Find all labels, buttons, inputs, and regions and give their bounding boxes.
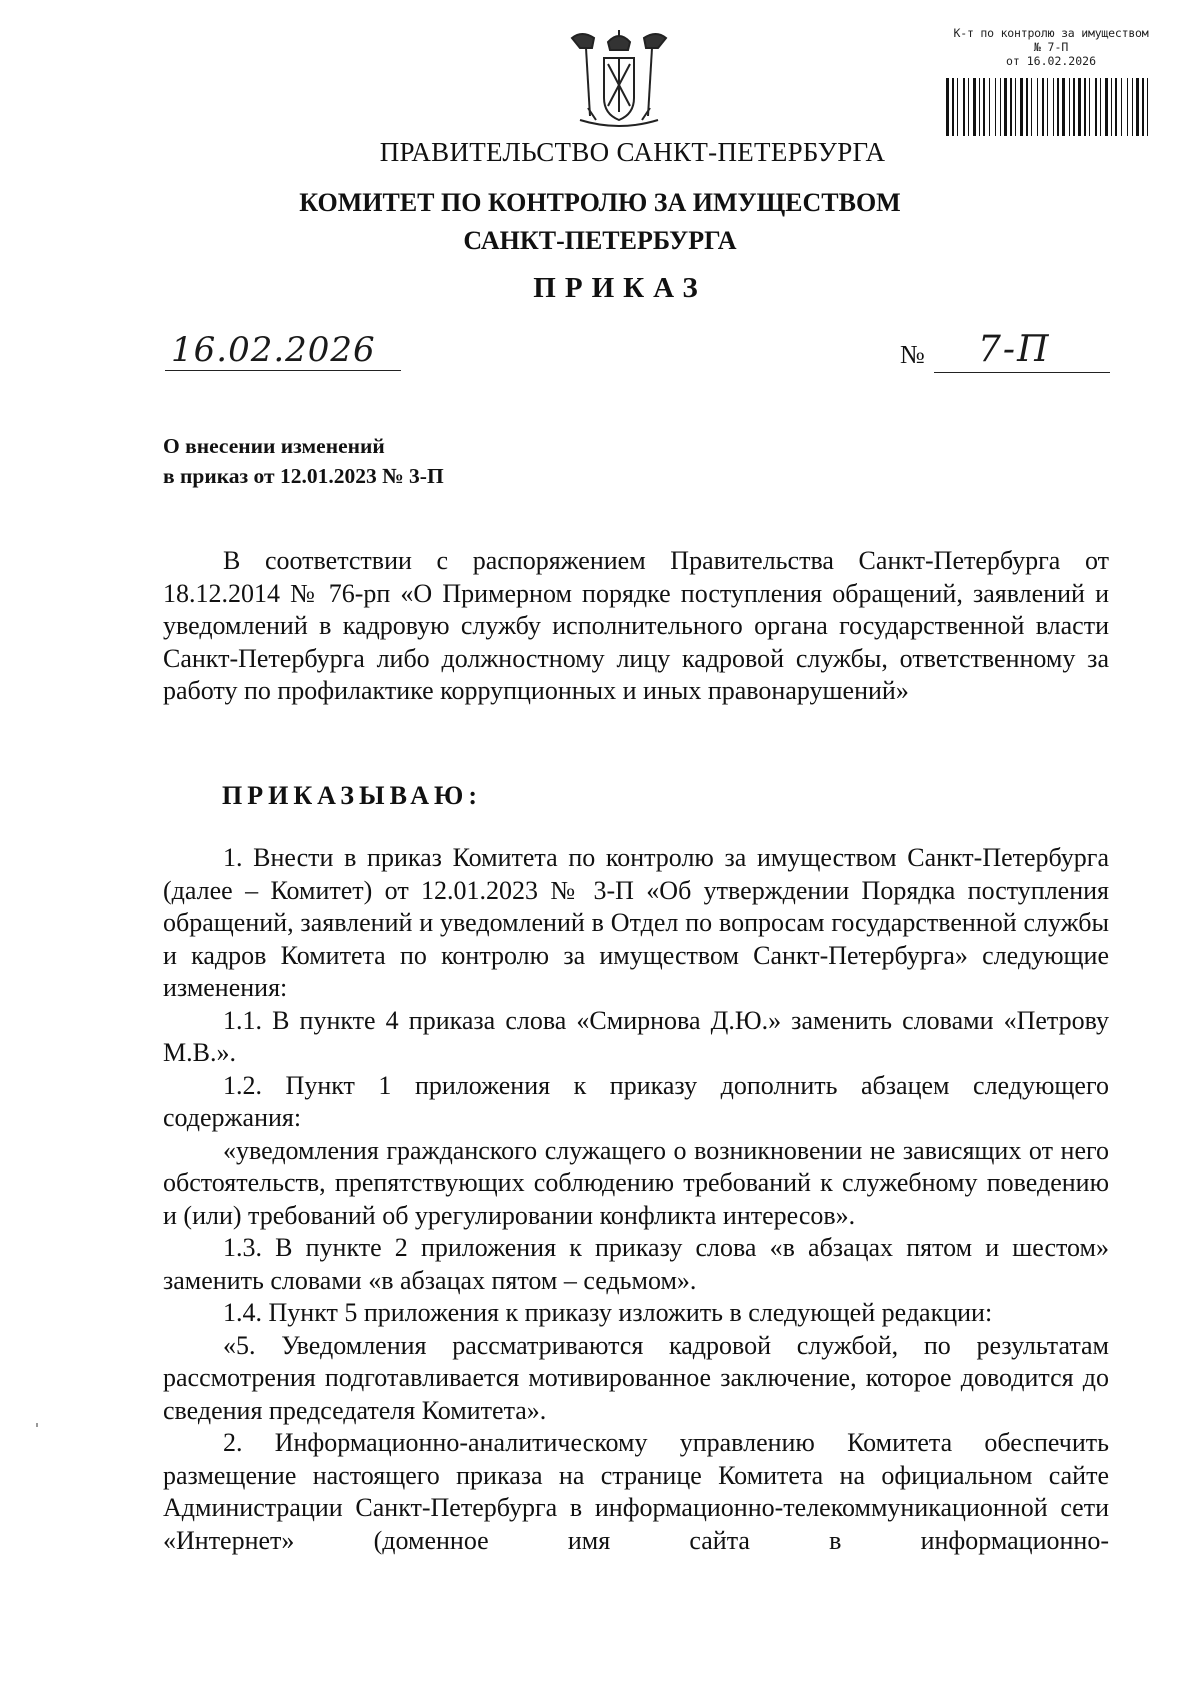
barcode-bar — [1111, 78, 1112, 136]
barcode-bar — [1136, 78, 1139, 136]
barcode-bar — [1026, 78, 1028, 136]
subject-line-1: О внесении изменений — [163, 434, 385, 458]
handwritten-number: 7-П — [934, 328, 1110, 373]
handwritten-date: 16.02.2026 — [165, 330, 401, 371]
barcode-bar — [963, 78, 965, 136]
barcode-bar — [1127, 78, 1128, 136]
barcode-bar — [1057, 78, 1059, 136]
scan-mark — [36, 1423, 38, 1427]
barcode-bar — [1004, 78, 1007, 136]
barcode-bar — [1069, 78, 1070, 136]
barcode-bar — [1053, 78, 1054, 136]
stamp-line-1: К-т по контролю за имуществом — [953, 26, 1149, 40]
barcode-bar — [1132, 78, 1133, 136]
item-1-4-quote: «5. Уведомления рассматриваются кадровой службой, по результатам рассмотрения подготавливается мотивированное заключение, которое доводится до сведения председателя Комитета». — [163, 1330, 1109, 1425]
barcode-bar — [1089, 78, 1090, 136]
barcode-bar — [1031, 78, 1032, 136]
barcode-bar — [1142, 78, 1144, 136]
barcode-bar — [1062, 78, 1065, 136]
item-1-1: 1.1. В пункте 4 приказа слова «Смирнова Д.Ю.» заменить словами «Петрову М.В.». — [163, 1005, 1109, 1067]
government-title: ПРАВИТЕЛЬСТВО САНКТ-ПЕТЕРБУРГА — [379, 137, 886, 167]
document-type-title: ПРИКАЗ — [533, 272, 707, 304]
number-sign: № — [900, 340, 925, 369]
barcode-bar — [1042, 78, 1044, 136]
barcode-bar — [1037, 78, 1038, 136]
barcode-bar — [1147, 78, 1148, 136]
barcode-bar — [989, 78, 990, 136]
barcode-bar — [1000, 78, 1001, 136]
stamp-line-2: № 7-П — [1033, 40, 1069, 54]
barcode-bar — [1105, 78, 1108, 136]
barcode-bar — [946, 78, 949, 136]
committee-title-line-2: САНКТ-ПЕТЕРБУРГА — [463, 226, 737, 255]
preamble-paragraph: В соответствии с распоряжением Правительства Санкт-Петербурга от 18.12.2014 № 76-рп «О Примерном порядке поступления обращений, заявлений и уведомлений в кадровую службу исполнительного органа государственной власти Санкт-Петербурга либо должностному лицу кадровой службы, ответственному за работу по профилактике коррупционных и иных правонарушений» — [163, 546, 1109, 705]
barcode-bar — [1100, 78, 1101, 136]
barcode-bar — [1010, 78, 1012, 136]
order-number-field — [900, 329, 1110, 374]
item-1-2: 1.2. Пункт 1 приложения к приказу дополнить абзацем следующего содержания: — [163, 1070, 1109, 1132]
item-2: 2. Информационно-аналитическому управлению Комитета обеспечить размещение настоящего приказа на странице Комитета на официальном сайте Администрации Санкт-Петербурга в информационно-телекоммуникационной сети «Интернет» (доменное имя сайта в информационно- — [163, 1428, 1109, 1555]
item-1-4: 1.4. Пункт 5 приложения к приказу изложить в следующей редакции: — [223, 1298, 993, 1327]
barcode-bar — [1015, 78, 1016, 136]
barcode-icon — [944, 78, 1156, 136]
barcode-bar — [1078, 78, 1081, 136]
order-items — [163, 842, 1109, 1557]
item-1: 1. Внести в приказ Комитета по контролю за имуществом Санкт-Петербурга (далее – Комитет) от 12.01.2023 № 3-П «Об утверждении Порядка поступления обращений, заявлений и уведомлений в Отдел по вопросам государственной службы и кадров Комитета по контролю за имуществом Санкт-Петербурга» следующие изменения: — [163, 843, 1109, 1002]
committee-title-line-1: КОМИТЕТ ПО КОНТРОЛЮ ЗА ИМУЩЕСТВОМ — [299, 188, 901, 217]
subject-line-2: в приказ от 12.01.2023 № 3-П — [163, 464, 444, 488]
barcode-bar — [1095, 78, 1097, 136]
registration-stamp — [942, 26, 1160, 68]
barcode-bar — [1073, 78, 1075, 136]
barcode-bar — [1020, 78, 1023, 136]
item-1-3: 1.3. В пункте 2 приложения к приказу слова «в абзацах пятом и шестом» заменить словами «в абзацах пятом – седьмом». — [163, 1233, 1109, 1295]
barcode-bar — [979, 78, 980, 136]
order-directive-word: ПРИКАЗЫВАЮ: — [222, 781, 482, 810]
committee-title — [0, 184, 1200, 260]
barcode-bar — [995, 78, 996, 136]
barcode-bar — [973, 78, 976, 136]
stamp-line-3: от 16.02.2026 — [1005, 54, 1096, 68]
barcode-bar — [983, 78, 985, 136]
barcode-bar — [952, 78, 954, 136]
barcode-bar — [1084, 78, 1086, 136]
order-subject — [163, 431, 444, 491]
preamble-block — [163, 545, 1109, 708]
coat-of-arms-icon — [566, 28, 672, 134]
barcode-bar — [1121, 78, 1122, 136]
barcode-bar — [1115, 78, 1117, 136]
barcode-bar — [957, 78, 958, 136]
item-1-2-quote: «уведомления гражданского служащего о возникновении не зависящих от него обстоятельств, препятствующих соблюдению требований к служебному поведению и (или) требований об урегулировании конфликта интересов». — [163, 1135, 1109, 1230]
barcode-bar — [1047, 78, 1048, 136]
barcode-bar — [968, 78, 969, 136]
